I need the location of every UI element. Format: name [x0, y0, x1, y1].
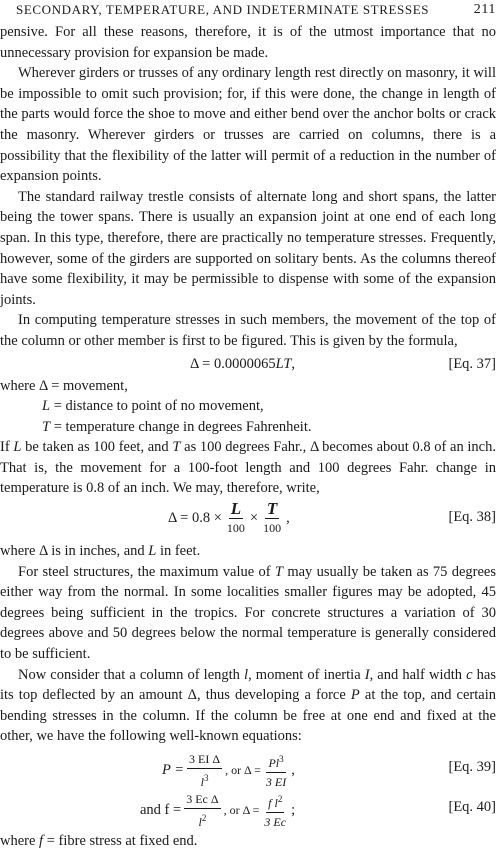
- equation-39-number: [Eq. 39]: [448, 759, 496, 775]
- definition-l: L = distance to point of no movement,: [42, 398, 264, 415]
- equation-38-body: Δ = 0.8 × $\frac{L}{100}$ × $\frac{T}{100}$ ,: [168, 499, 290, 536]
- running-head-title: SECONDARY, TEMPERATURE, AND INDETERMINATE STRESSES: [16, 2, 430, 17]
- fraction-pl3-over-3ei: $\frac{Pl^3}{3 EI}$: [264, 751, 288, 790]
- fraction-t-over-100: $\frac{T}{100}$: [263, 499, 282, 536]
- fraction-l-over-100: $\frac{L}{100}$: [226, 499, 245, 536]
- equation-37-number: [Eq. 37]: [448, 355, 496, 372]
- paragraph-1: pensive. For all these reasons, therefore, it is of the utmost importance that no unnecessary provision for expansion be made.: [0, 24, 496, 61]
- paragraph-2: Wherever girders or trusses of any ordinary length rest directly on masonry, it will be impossible to omit such provision; for, if this were done, the change in length of the parts would force the shoe to move and either bend over the anchor bolts or crack the masonry. Wherever girders or trusses are carried on columns, there is a possibility that the flexibility of the latter will permit of a reduction in the number of expansion points.: [0, 65, 496, 185]
- equation-37-body: Δ = 0.0000065LT,: [190, 355, 296, 372]
- paragraph-3: The standard railway trestle consists of alternate long and short spans, the latter being the tower spans. There is usually an expansion joint at one end of each long span. In this type, therefore, there are practically no temperature stresses. Frequently, however, some of the girders are supported on solitary bents. As the columns thereof have some flexibility, it may be permissible to dispense with some of the expansion joints.: [0, 188, 496, 308]
- paragraph-7: where Δ is in inches, and L in feet.: [0, 543, 201, 560]
- paragraph-8: For steel structures, the maximum value of T may usually be taken as 75 degrees either way from the normal. In some localities smaller figures may be adopted, 45 degrees being sufficient in the tropics. For concrete structures a variation of 30 degrees above and 50 degrees below the normal temperature is generally considered to be sufficient.: [0, 563, 496, 663]
- paragraph-10: where f = fibre stress at fixed end.: [0, 833, 198, 849]
- fraction-3ec-delta-over-l2: $\frac{\text{3 Ec Δ}}{l^2}$: [186, 792, 219, 829]
- equation-40-number: [Eq. 40]: [448, 799, 496, 815]
- paragraph-4: In computing temperature stresses in such members, the movement of the top of the column or other member is first to be figured. This is given by the formula,: [0, 312, 496, 349]
- equation-39: [0, 747, 496, 789]
- equation-38: [0, 499, 496, 541]
- paragraph-6: If L be taken as 100 feet, and T as 100 degrees Fahr., Δ becomes about 0.8 of an inch. That is, the movement for a 100-foot length and 100 degrees Fahr. change in temperature is 0.8 of an inch. We may, therefore, write,: [0, 439, 496, 497]
- equation-38-number: [Eq. 38]: [448, 509, 496, 526]
- running-head: [0, 0, 496, 22]
- paragraph-9: Now consider that a column of length l, moment of inertia I, and half width c has its top deflected by an amount Δ, thus developing a force P at the top, and certain bending stresses in the column. If the column be free at one end and fixed at the other, we have the following well-known equations:: [0, 666, 496, 745]
- page-number: 211: [473, 2, 496, 17]
- equation-40-body: and f = $\frac{\text{3 Ec Δ}}{l^2}$ , or Δ = $\frac{f l^2}{3 Ec}$ ;: [140, 792, 296, 829]
- equation-37: [0, 352, 496, 376]
- definition-t: T = temperature change in degrees Fahrenheit.: [42, 418, 312, 435]
- equation-39-body: P = $\frac{\text{3 EI Δ}}{l^3}$ , or Δ = $\frac{Pl^3}{3 EI}$ ,: [162, 752, 295, 789]
- variable-definitions: [0, 376, 496, 438]
- equation-40: [0, 789, 496, 831]
- fraction-fl2-over-3ec: $\frac{f l^2}{3 Ec}$: [262, 791, 288, 830]
- fraction-3ei-delta-over-l3: $\frac{\text{3 EI Δ}}{l^3}$: [189, 752, 221, 789]
- page-body: [0, 22, 496, 852]
- definition-delta: where Δ = movement,: [0, 377, 128, 394]
